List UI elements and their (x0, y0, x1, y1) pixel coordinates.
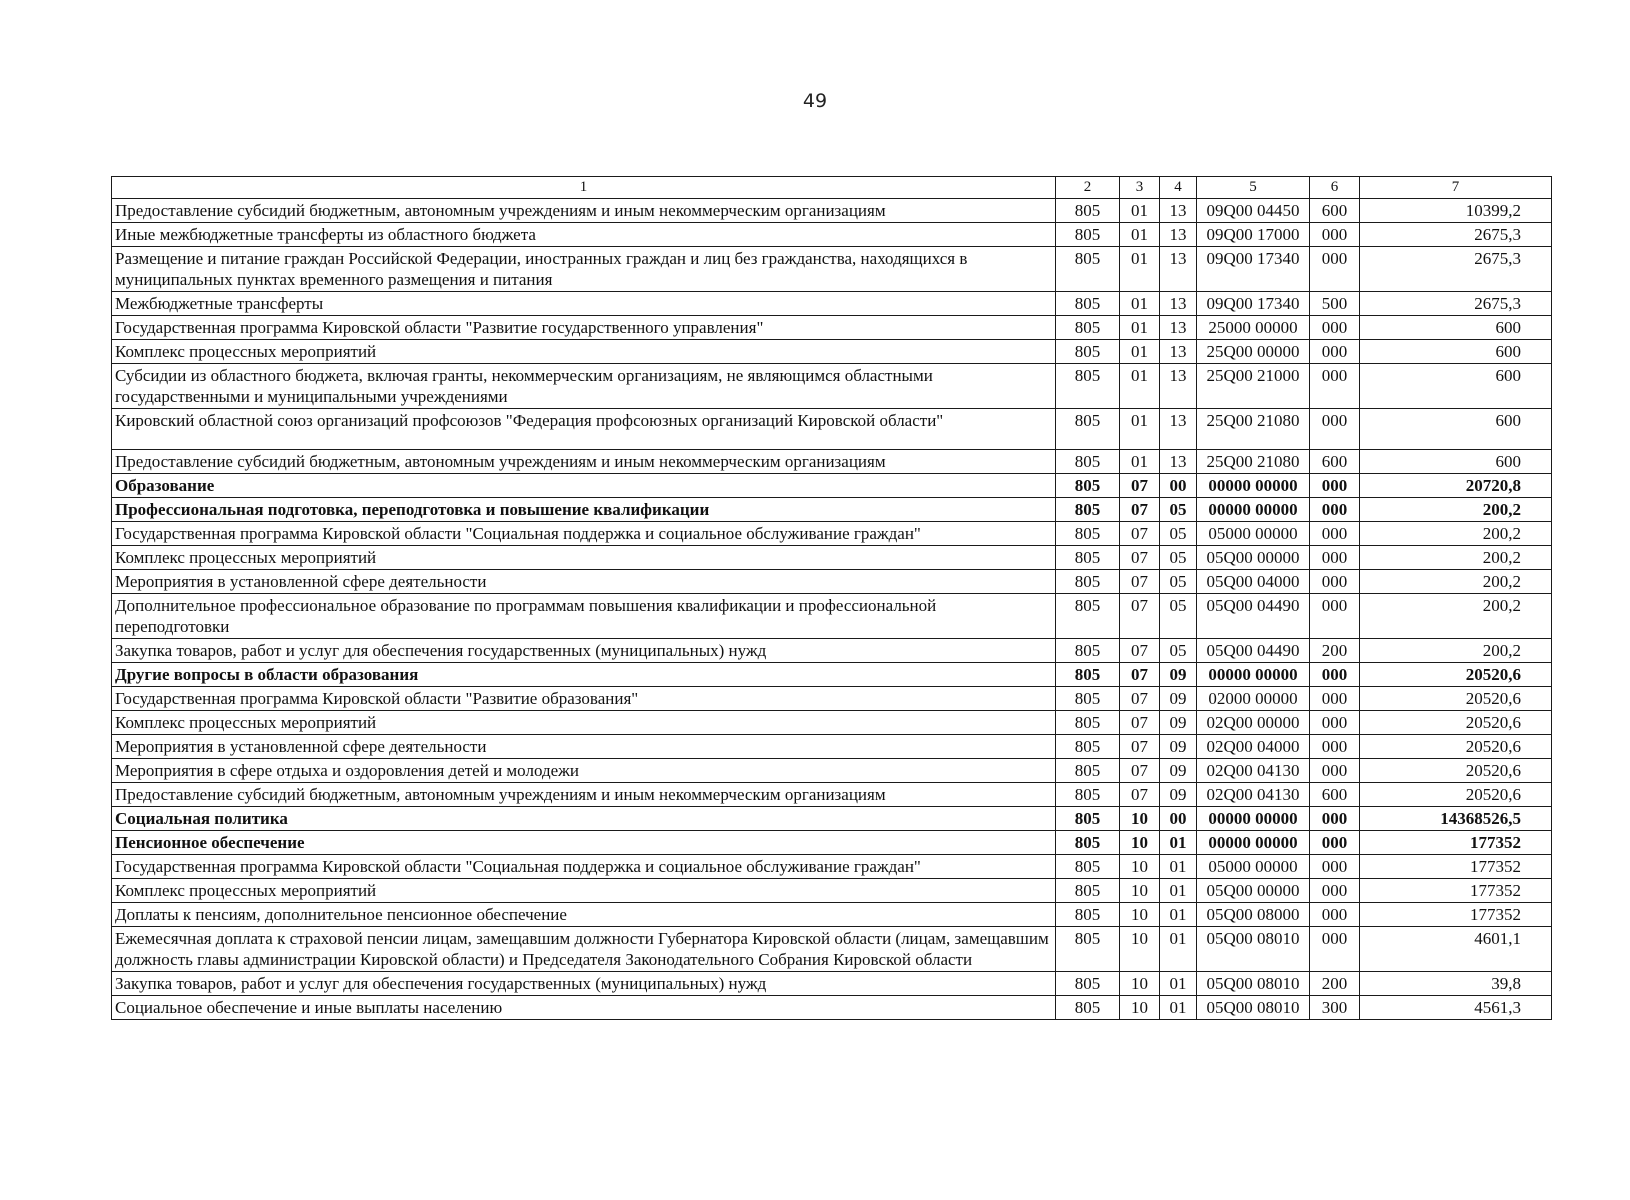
expense-type-cell: 000 (1310, 223, 1360, 247)
ministry-code-cell: 805 (1056, 831, 1120, 855)
target-article-cell: 00000 00000 (1197, 807, 1310, 831)
amount-cell: 600 (1360, 316, 1552, 340)
item-name-cell: Социальная политика (112, 807, 1056, 831)
subsection-code-cell: 01 (1160, 831, 1197, 855)
amount-cell: 20720,8 (1360, 474, 1552, 498)
expense-type-cell: 000 (1310, 927, 1360, 972)
amount-cell: 4561,3 (1360, 996, 1552, 1020)
amount-cell: 2675,3 (1360, 292, 1552, 316)
table-row (112, 498, 1552, 522)
expense-type-cell: 300 (1310, 996, 1360, 1020)
item-name-cell: Государственная программа Кировской области "Развитие государственного управления" (112, 316, 1056, 340)
amount-cell: 14368526,5 (1360, 807, 1552, 831)
amount-cell: 200,2 (1360, 639, 1552, 663)
table-row (112, 364, 1552, 409)
table-row (112, 594, 1552, 639)
item-name-cell: Мероприятия в установленной сфере деятельности (112, 735, 1056, 759)
subsection-code-cell: 05 (1160, 594, 1197, 639)
ministry-code-cell: 805 (1056, 223, 1120, 247)
expense-type-cell: 000 (1310, 711, 1360, 735)
target-article-cell: 02Q00 04000 (1197, 735, 1310, 759)
table-row (112, 316, 1552, 340)
item-name-cell: Комплекс процессных мероприятий (112, 879, 1056, 903)
table-row (112, 687, 1552, 711)
item-name-cell: Доплаты к пенсиям, дополнительное пенсионное обеспечение (112, 903, 1056, 927)
ministry-code-cell: 805 (1056, 522, 1120, 546)
amount-cell: 600 (1360, 364, 1552, 409)
amount-cell: 600 (1360, 409, 1552, 450)
expense-type-cell: 000 (1310, 807, 1360, 831)
ministry-code-cell: 805 (1056, 855, 1120, 879)
section-code-cell: 07 (1120, 498, 1160, 522)
item-name-cell: Государственная программа Кировской области "Развитие образования" (112, 687, 1056, 711)
column-header: 6 (1310, 177, 1360, 199)
subsection-code-cell: 13 (1160, 223, 1197, 247)
item-name-cell: Закупка товаров, работ и услуг для обеспечения государственных (муниципальных) нужд (112, 972, 1056, 996)
table-row (112, 340, 1552, 364)
expense-type-cell: 000 (1310, 546, 1360, 570)
item-name-cell: Иные межбюджетные трансферты из областного бюджета (112, 223, 1056, 247)
subsection-code-cell: 01 (1160, 855, 1197, 879)
amount-cell: 20520,6 (1360, 735, 1552, 759)
table-row (112, 903, 1552, 927)
section-code-cell: 10 (1120, 831, 1160, 855)
target-article-cell: 02000 00000 (1197, 687, 1310, 711)
ministry-code-cell: 805 (1056, 570, 1120, 594)
budget-table (111, 176, 1552, 1020)
item-name-cell: Предоставление субсидий бюджетным, автономным учреждениям и иным некоммерческим организациям (112, 450, 1056, 474)
item-name-cell: Субсидии из областного бюджета, включая гранты, некоммерческим организациям, не являющимся областными государственными и муниципальными учреждениями (112, 364, 1056, 409)
target-article-cell: 05Q00 08010 (1197, 996, 1310, 1020)
amount-cell: 20520,6 (1360, 783, 1552, 807)
expense-type-cell: 000 (1310, 879, 1360, 903)
ministry-code-cell: 805 (1056, 927, 1120, 972)
table-row (112, 663, 1552, 687)
amount-cell: 200,2 (1360, 522, 1552, 546)
table-row (112, 831, 1552, 855)
expense-type-cell: 000 (1310, 687, 1360, 711)
subsection-code-cell: 05 (1160, 546, 1197, 570)
target-article-cell: 25Q00 21080 (1197, 409, 1310, 450)
section-code-cell: 07 (1120, 687, 1160, 711)
amount-cell: 2675,3 (1360, 223, 1552, 247)
table-row (112, 522, 1552, 546)
section-code-cell: 01 (1120, 292, 1160, 316)
section-code-cell: 10 (1120, 807, 1160, 831)
expense-type-cell: 200 (1310, 639, 1360, 663)
target-article-cell: 05Q00 04000 (1197, 570, 1310, 594)
target-article-cell: 02Q00 04130 (1197, 759, 1310, 783)
target-article-cell: 09Q00 04450 (1197, 199, 1310, 223)
column-header: 3 (1120, 177, 1160, 199)
table-row (112, 972, 1552, 996)
subsection-code-cell: 01 (1160, 972, 1197, 996)
target-article-cell: 05000 00000 (1197, 855, 1310, 879)
section-code-cell: 01 (1120, 409, 1160, 450)
amount-cell: 177352 (1360, 879, 1552, 903)
subsection-code-cell: 13 (1160, 450, 1197, 474)
section-code-cell: 07 (1120, 759, 1160, 783)
subsection-code-cell: 05 (1160, 570, 1197, 594)
section-code-cell: 01 (1120, 199, 1160, 223)
subsection-code-cell: 09 (1160, 711, 1197, 735)
subsection-code-cell: 09 (1160, 735, 1197, 759)
target-article-cell: 09Q00 17340 (1197, 292, 1310, 316)
item-name-cell: Мероприятия в установленной сфере деятельности (112, 570, 1056, 594)
section-code-cell: 01 (1120, 223, 1160, 247)
table-row (112, 711, 1552, 735)
column-header: 5 (1197, 177, 1310, 199)
ministry-code-cell: 805 (1056, 735, 1120, 759)
table-row (112, 247, 1552, 292)
subsection-code-cell: 13 (1160, 364, 1197, 409)
page-number: 49 (802, 90, 828, 112)
ministry-code-cell: 805 (1056, 474, 1120, 498)
ministry-code-cell: 805 (1056, 199, 1120, 223)
expense-type-cell: 000 (1310, 735, 1360, 759)
item-name-cell: Мероприятия в сфере отдыха и оздоровления детей и молодежи (112, 759, 1056, 783)
amount-cell: 20520,6 (1360, 663, 1552, 687)
subsection-code-cell: 01 (1160, 927, 1197, 972)
target-article-cell: 02Q00 00000 (1197, 711, 1310, 735)
section-code-cell: 07 (1120, 522, 1160, 546)
section-code-cell: 01 (1120, 450, 1160, 474)
item-name-cell: Комплекс процессных мероприятий (112, 340, 1056, 364)
table-row (112, 639, 1552, 663)
target-article-cell: 05Q00 08010 (1197, 972, 1310, 996)
amount-cell: 39,8 (1360, 972, 1552, 996)
ministry-code-cell: 805 (1056, 292, 1120, 316)
amount-cell: 10399,2 (1360, 199, 1552, 223)
item-name-cell: Размещение и питание граждан Российской Федерации, иностранных граждан и лиц без гражданства, находящихся в муниципальных пунктах временного размещения и питания (112, 247, 1056, 292)
amount-cell: 2675,3 (1360, 247, 1552, 292)
expense-type-cell: 000 (1310, 570, 1360, 594)
expense-type-cell: 200 (1310, 972, 1360, 996)
target-article-cell: 25Q00 21000 (1197, 364, 1310, 409)
item-name-cell: Межбюджетные трансферты (112, 292, 1056, 316)
subsection-code-cell: 01 (1160, 879, 1197, 903)
amount-cell: 600 (1360, 340, 1552, 364)
expense-type-cell: 000 (1310, 409, 1360, 450)
amount-cell: 4601,1 (1360, 927, 1552, 972)
ministry-code-cell: 805 (1056, 498, 1120, 522)
section-code-cell: 07 (1120, 783, 1160, 807)
ministry-code-cell: 805 (1056, 594, 1120, 639)
target-article-cell: 05Q00 08010 (1197, 927, 1310, 972)
subsection-code-cell: 13 (1160, 292, 1197, 316)
amount-cell: 20520,6 (1360, 711, 1552, 735)
table-row (112, 199, 1552, 223)
table-row (112, 292, 1552, 316)
amount-cell: 200,2 (1360, 498, 1552, 522)
ministry-code-cell: 805 (1056, 759, 1120, 783)
section-code-cell: 01 (1120, 340, 1160, 364)
expense-type-cell: 000 (1310, 474, 1360, 498)
amount-cell: 200,2 (1360, 594, 1552, 639)
amount-cell: 200,2 (1360, 546, 1552, 570)
expense-type-cell: 600 (1310, 450, 1360, 474)
section-code-cell: 01 (1120, 247, 1160, 292)
column-header: 4 (1160, 177, 1197, 199)
expense-type-cell: 500 (1310, 292, 1360, 316)
subsection-code-cell: 05 (1160, 639, 1197, 663)
ministry-code-cell: 805 (1056, 807, 1120, 831)
expense-type-cell: 000 (1310, 831, 1360, 855)
subsection-code-cell: 01 (1160, 903, 1197, 927)
table-row (112, 409, 1552, 450)
target-article-cell: 25000 00000 (1197, 316, 1310, 340)
subsection-code-cell: 09 (1160, 687, 1197, 711)
subsection-code-cell: 00 (1160, 807, 1197, 831)
amount-cell: 200,2 (1360, 570, 1552, 594)
item-name-cell: Государственная программа Кировской области "Социальная поддержка и социальное обслуживание граждан" (112, 522, 1056, 546)
section-code-cell: 10 (1120, 879, 1160, 903)
item-name-cell: Комплекс процессных мероприятий (112, 546, 1056, 570)
subsection-code-cell: 13 (1160, 409, 1197, 450)
amount-cell: 177352 (1360, 903, 1552, 927)
section-code-cell: 10 (1120, 972, 1160, 996)
target-article-cell: 00000 00000 (1197, 831, 1310, 855)
expense-type-cell: 000 (1310, 498, 1360, 522)
section-code-cell: 01 (1120, 316, 1160, 340)
item-name-cell: Другие вопросы в области образования (112, 663, 1056, 687)
expense-type-cell: 000 (1310, 340, 1360, 364)
section-code-cell: 07 (1120, 639, 1160, 663)
subsection-code-cell: 09 (1160, 783, 1197, 807)
target-article-cell: 05Q00 08000 (1197, 903, 1310, 927)
target-article-cell: 25Q00 00000 (1197, 340, 1310, 364)
expense-type-cell: 000 (1310, 522, 1360, 546)
ministry-code-cell: 805 (1056, 687, 1120, 711)
ministry-code-cell: 805 (1056, 450, 1120, 474)
section-code-cell: 10 (1120, 903, 1160, 927)
expense-type-cell: 000 (1310, 903, 1360, 927)
subsection-code-cell: 09 (1160, 759, 1197, 783)
target-article-cell: 00000 00000 (1197, 474, 1310, 498)
section-code-cell: 07 (1120, 711, 1160, 735)
subsection-code-cell: 13 (1160, 316, 1197, 340)
amount-cell: 600 (1360, 450, 1552, 474)
target-article-cell: 00000 00000 (1197, 498, 1310, 522)
ministry-code-cell: 805 (1056, 711, 1120, 735)
item-name-cell: Закупка товаров, работ и услуг для обеспечения государственных (муниципальных) нужд (112, 639, 1056, 663)
ministry-code-cell: 805 (1056, 879, 1120, 903)
target-article-cell: 25Q00 21080 (1197, 450, 1310, 474)
subsection-code-cell: 05 (1160, 522, 1197, 546)
target-article-cell: 02Q00 04130 (1197, 783, 1310, 807)
ministry-code-cell: 805 (1056, 903, 1120, 927)
target-article-cell: 09Q00 17340 (1197, 247, 1310, 292)
section-code-cell: 07 (1120, 594, 1160, 639)
table-row (112, 807, 1552, 831)
table-row (112, 996, 1552, 1020)
target-article-cell: 05Q00 00000 (1197, 546, 1310, 570)
subsection-code-cell: 01 (1160, 996, 1197, 1020)
table-row (112, 474, 1552, 498)
table-row (112, 450, 1552, 474)
ministry-code-cell: 805 (1056, 364, 1120, 409)
table-row (112, 735, 1552, 759)
item-name-cell: Предоставление субсидий бюджетным, автономным учреждениям и иным некоммерческим организациям (112, 783, 1056, 807)
header-row (112, 177, 1552, 199)
expense-type-cell: 000 (1310, 316, 1360, 340)
ministry-code-cell: 805 (1056, 546, 1120, 570)
subsection-code-cell: 09 (1160, 663, 1197, 687)
ministry-code-cell: 805 (1056, 663, 1120, 687)
ministry-code-cell: 805 (1056, 340, 1120, 364)
subsection-code-cell: 13 (1160, 247, 1197, 292)
expense-type-cell: 000 (1310, 364, 1360, 409)
ministry-code-cell: 805 (1056, 247, 1120, 292)
item-name-cell: Предоставление субсидий бюджетным, автономным учреждениям и иным некоммерческим организациям (112, 199, 1056, 223)
amount-cell: 20520,6 (1360, 759, 1552, 783)
subsection-code-cell: 00 (1160, 474, 1197, 498)
expense-type-cell: 000 (1310, 855, 1360, 879)
section-code-cell: 07 (1120, 570, 1160, 594)
section-code-cell: 10 (1120, 996, 1160, 1020)
item-name-cell: Ежемесячная доплата к страховой пенсии лицам, замещавшим должности Губернатора Кировской области (лицам, замещавшим должность главы администрации Кировской области) и Председателя Законодательного Собрания Кировской области (112, 927, 1056, 972)
ministry-code-cell: 805 (1056, 639, 1120, 663)
section-code-cell: 07 (1120, 546, 1160, 570)
expense-type-cell: 000 (1310, 663, 1360, 687)
subsection-code-cell: 05 (1160, 498, 1197, 522)
expense-type-cell: 000 (1310, 247, 1360, 292)
item-name-cell: Социальное обеспечение и иные выплаты населению (112, 996, 1056, 1020)
table-row (112, 223, 1552, 247)
expense-type-cell: 600 (1310, 199, 1360, 223)
ministry-code-cell: 805 (1056, 972, 1120, 996)
table-row (112, 570, 1552, 594)
section-code-cell: 10 (1120, 927, 1160, 972)
target-article-cell: 09Q00 17000 (1197, 223, 1310, 247)
section-code-cell: 01 (1120, 364, 1160, 409)
table-row (112, 783, 1552, 807)
section-code-cell: 07 (1120, 735, 1160, 759)
amount-cell: 177352 (1360, 855, 1552, 879)
section-code-cell: 07 (1120, 663, 1160, 687)
column-header: 1 (112, 177, 1056, 199)
target-article-cell: 05Q00 04490 (1197, 639, 1310, 663)
target-article-cell: 05Q00 00000 (1197, 879, 1310, 903)
table-row (112, 759, 1552, 783)
ministry-code-cell: 805 (1056, 409, 1120, 450)
target-article-cell: 05Q00 04490 (1197, 594, 1310, 639)
expense-type-cell: 000 (1310, 759, 1360, 783)
expense-type-cell: 600 (1310, 783, 1360, 807)
ministry-code-cell: 805 (1056, 316, 1120, 340)
item-name-cell: Профессиональная подготовка, переподготовка и повышение квалификации (112, 498, 1056, 522)
target-article-cell: 05000 00000 (1197, 522, 1310, 546)
item-name-cell: Пенсионное обеспечение (112, 831, 1056, 855)
item-name-cell: Комплекс процессных мероприятий (112, 711, 1056, 735)
column-header: 7 (1360, 177, 1552, 199)
section-code-cell: 10 (1120, 855, 1160, 879)
subsection-code-cell: 13 (1160, 199, 1197, 223)
subsection-code-cell: 13 (1160, 340, 1197, 364)
item-name-cell: Дополнительное профессиональное образование по программам повышения квалификации и профессиональной переподготовки (112, 594, 1056, 639)
item-name-cell: Образование (112, 474, 1056, 498)
table-row (112, 927, 1552, 972)
ministry-code-cell: 805 (1056, 783, 1120, 807)
target-article-cell: 00000 00000 (1197, 663, 1310, 687)
column-header: 2 (1056, 177, 1120, 199)
amount-cell: 20520,6 (1360, 687, 1552, 711)
ministry-code-cell: 805 (1056, 996, 1120, 1020)
item-name-cell: Государственная программа Кировской области "Социальная поддержка и социальное обслуживание граждан" (112, 855, 1056, 879)
table-body (112, 199, 1552, 1020)
section-code-cell: 07 (1120, 474, 1160, 498)
item-name-cell: Кировский областной союз организаций профсоюзов "Федерация профсоюзных организаций Кировской области" (112, 409, 1056, 450)
table-row (112, 855, 1552, 879)
expense-type-cell: 000 (1310, 594, 1360, 639)
table-row (112, 546, 1552, 570)
table-row (112, 879, 1552, 903)
amount-cell: 177352 (1360, 831, 1552, 855)
